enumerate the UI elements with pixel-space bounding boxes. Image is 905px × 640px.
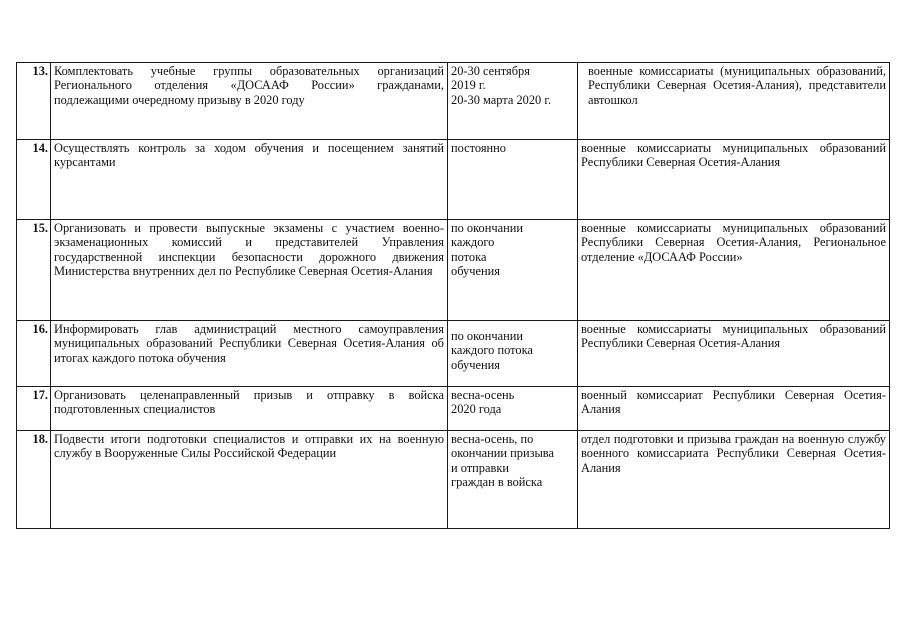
row-number: 18. xyxy=(17,431,51,529)
term-line: каждого xyxy=(451,235,495,250)
task-cell: Организовать целенаправленный призыв и отправку в войска подготовленных специалистов xyxy=(51,387,448,431)
executor-cell: военные комиссариаты муниципальных образований Республики Северная Осетия-Алания xyxy=(578,321,890,387)
task-cell: Информировать глав администраций местного самоуправления муниципальных образований Республики Северная Осетия-Алания об итогах каждого потока обучения xyxy=(51,321,448,387)
row-number: 16. xyxy=(17,321,51,387)
table-row xyxy=(17,431,890,529)
executor-cell: отдел подготовки и призыва граждан на военную службу военного комиссариата Республики Северная Осетия-Алания xyxy=(578,431,890,529)
table-row xyxy=(17,387,890,431)
term-line: 2020 года xyxy=(451,402,502,417)
executor-cell: военный комиссариат Республики Северная Осетия-Алания xyxy=(578,387,890,431)
table-row xyxy=(17,321,890,387)
task-cell: Подвести итоги подготовки специалистов и отправки их на военную службу в Вооруженные Силы Российской Федерации xyxy=(51,431,448,529)
term-line: весна-осень xyxy=(451,388,515,402)
term-cell xyxy=(448,220,578,321)
term-line: граждан в войска xyxy=(451,475,543,490)
term-line: весна-осень, по xyxy=(451,432,534,446)
task-cell: Комплектовать учебные группы образовательных организаций Регионального отделения «ДОСААФ России» гражданами, подлежащими очередному призыву в 2020 году xyxy=(51,63,448,140)
row-number: 15. xyxy=(17,220,51,321)
term-line: и отправки xyxy=(451,460,510,475)
term-line: потока xyxy=(451,249,487,264)
task-cell: Осуществлять контроль за ходом обучения и посещением занятий курсантами xyxy=(51,140,448,220)
table-row xyxy=(17,63,890,140)
table-row xyxy=(17,220,890,321)
plan-table xyxy=(16,62,890,529)
term-cell xyxy=(448,431,578,529)
executor-cell: военные комиссариаты муниципальных образований Республики Северная Осетия-Алания, Региональное отделение «ДОСААФ России» xyxy=(578,220,890,321)
term-line: 2019 г. xyxy=(451,78,486,93)
term-cell xyxy=(448,321,578,387)
term-line: по окончании xyxy=(451,221,523,235)
executor-cell: военные комиссариаты (муниципальных образований, Республики Северная Осетия-Алания), представители автошкол xyxy=(578,63,890,140)
executor-cell: военные комиссариаты муниципальных образований Республики Северная Осетия-Алания xyxy=(578,140,890,220)
table-row xyxy=(17,140,890,220)
term-line: 20-30 марта 2020 г. xyxy=(451,92,552,107)
row-number: 14. xyxy=(17,140,51,220)
term-line: 20-30 сентября xyxy=(451,64,530,78)
term-cell xyxy=(448,63,578,140)
term-line: по окончании xyxy=(451,329,523,343)
term-line: окончании призыва xyxy=(451,446,554,461)
term-cell xyxy=(448,140,578,220)
term-line: каждого потока xyxy=(451,343,533,358)
row-number: 13. xyxy=(17,63,51,140)
term-cell xyxy=(448,387,578,431)
term-line: постоянно xyxy=(451,141,507,155)
row-number: 17. xyxy=(17,387,51,431)
term-line: обучения xyxy=(451,264,500,279)
term-line: обучения xyxy=(451,357,500,372)
task-cell: Организовать и провести выпускные экзамены с участием военно-экзаменационных комиссий и представителей Управления государственной инспекции безопасности дорожного движения Министерства внутренних дел по Республике Северная Осетия-Алания xyxy=(51,220,448,321)
